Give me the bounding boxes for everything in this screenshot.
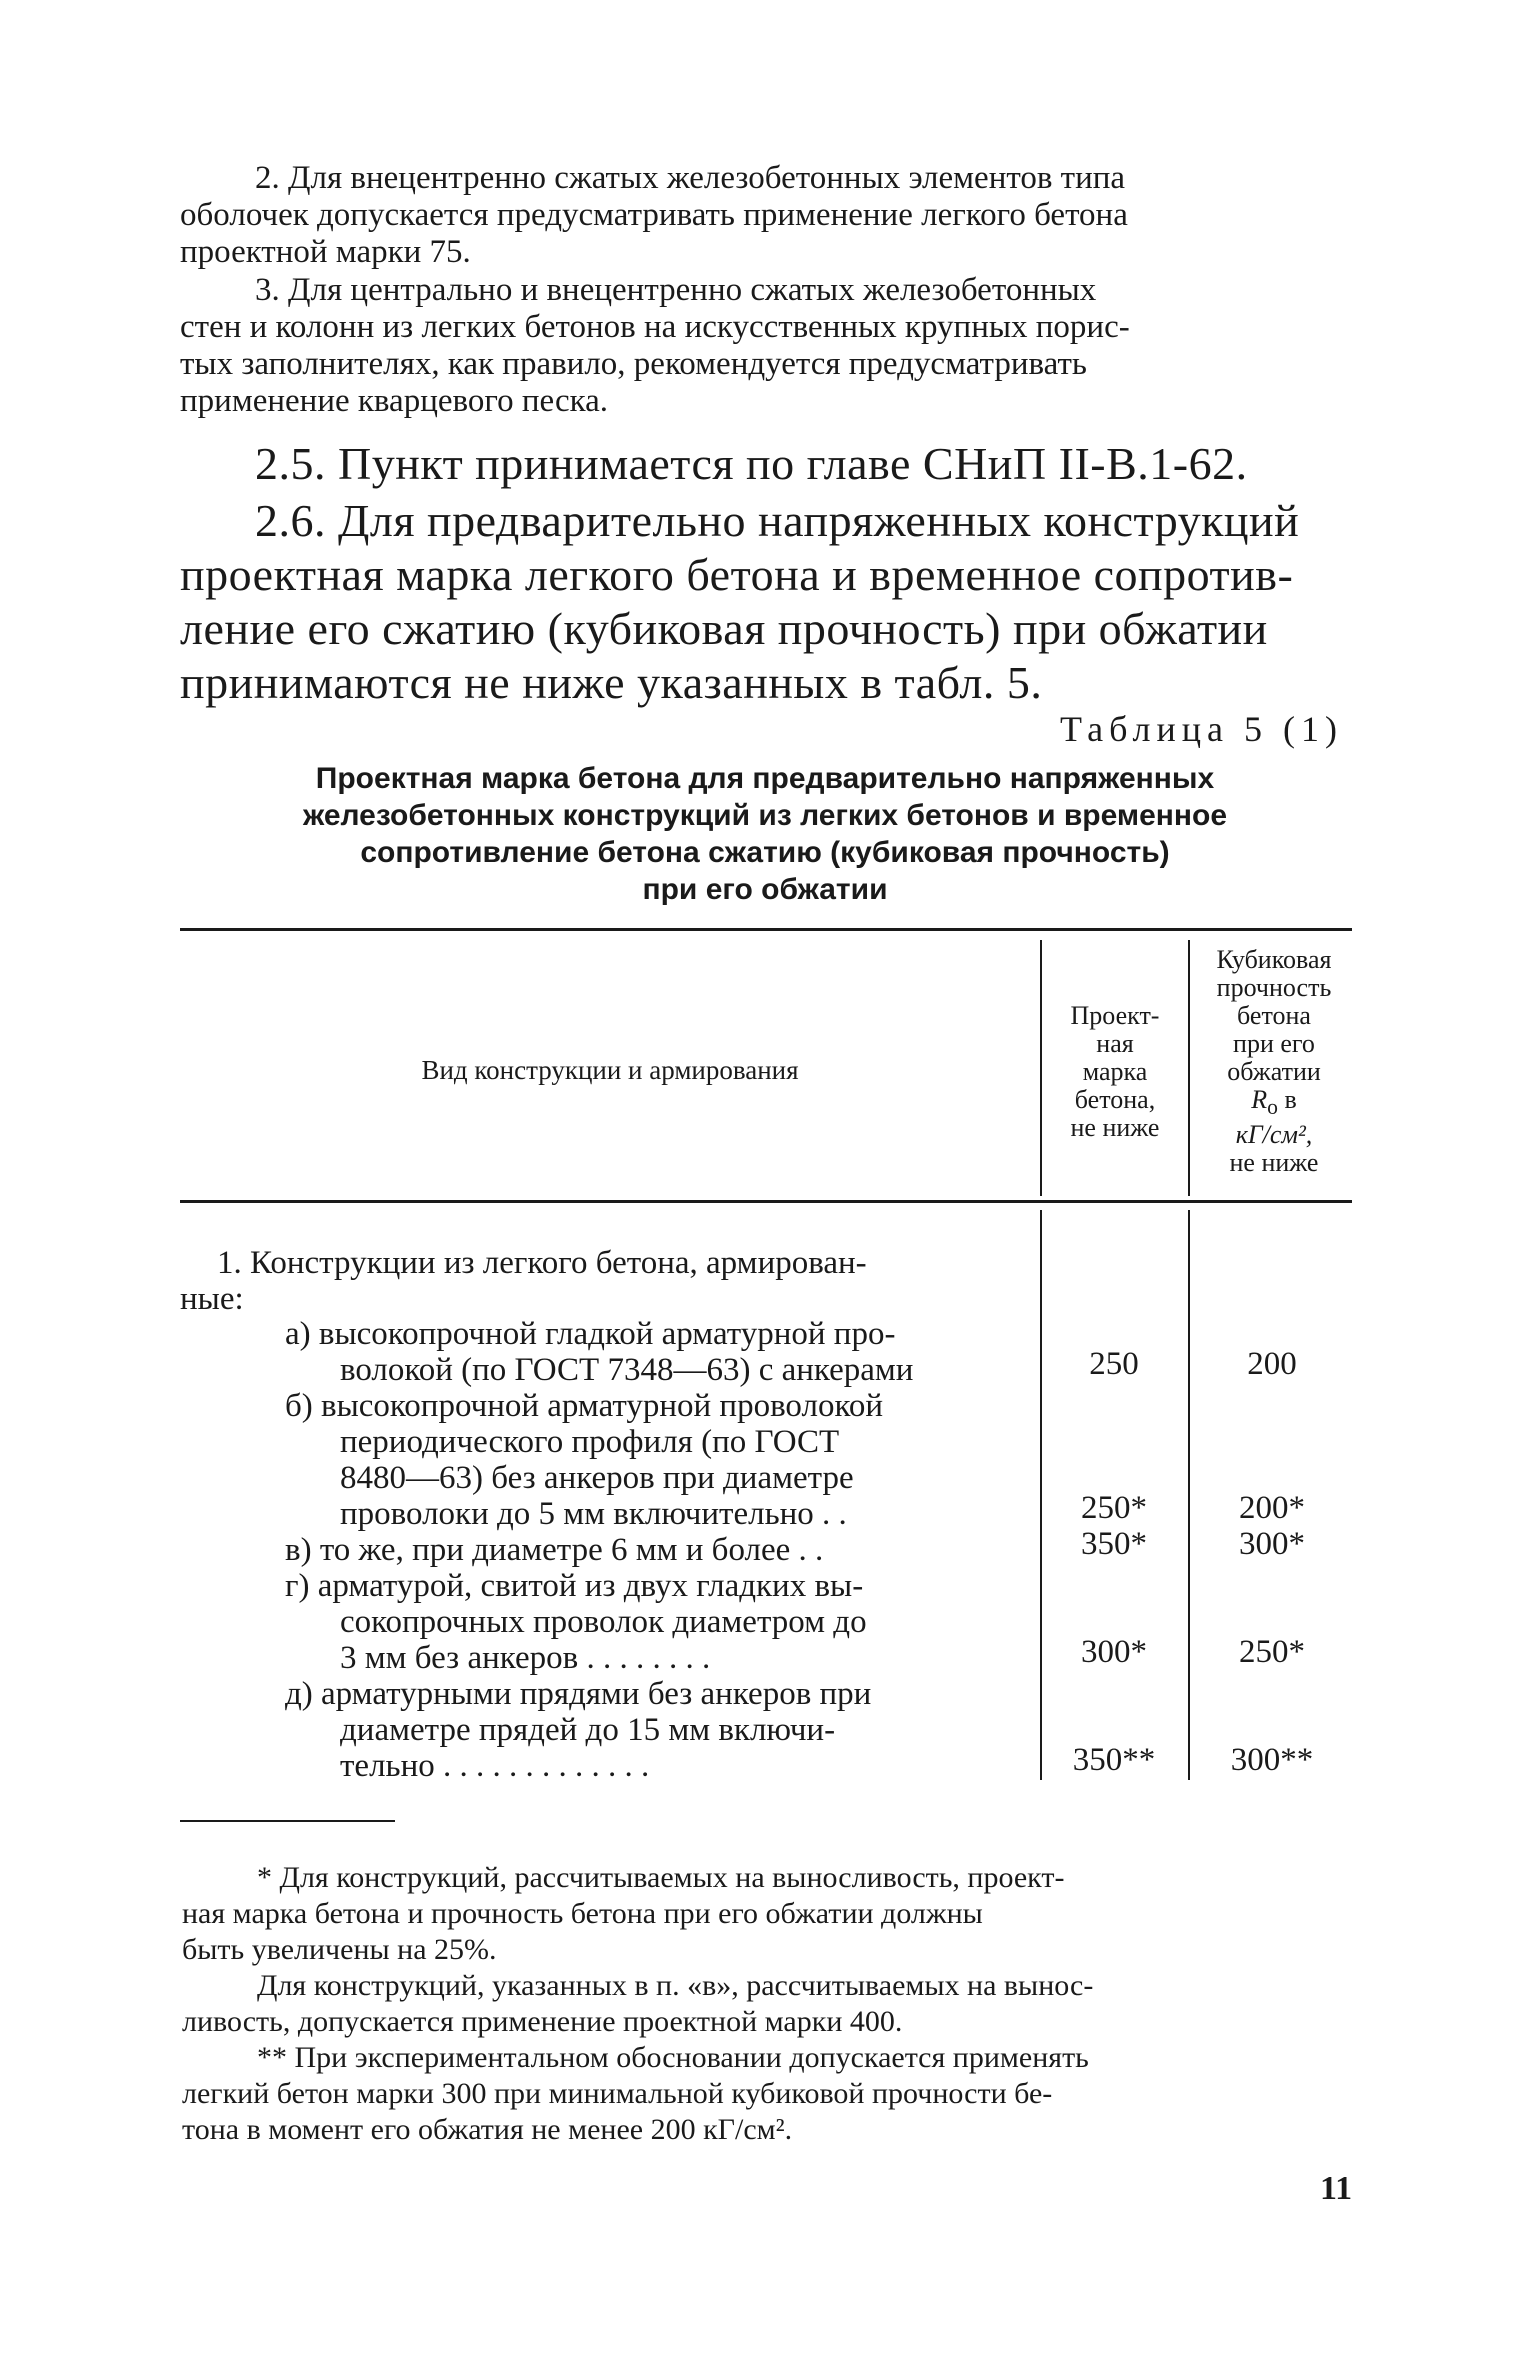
header-grade: Проект- ная марка бетона, не ниже bbox=[1070, 1001, 1160, 1142]
table-section-heading bbox=[180, 1245, 1030, 1317]
header-strength: Кубиковая прочность бетона при его обжатии $R_о$ в кГ/см², не ниже bbox=[1216, 945, 1332, 1178]
caption-line: Проектная марка бетона для предварительно напряженных bbox=[315, 762, 1215, 795]
grade-value: 300* bbox=[1081, 1634, 1147, 1670]
text-line: проектной марки 75. bbox=[180, 234, 471, 270]
column-divider bbox=[1040, 940, 1042, 1196]
text-line: ные: bbox=[180, 1281, 244, 1317]
text-line: г) арматурой, свитой из двух гладких вы- bbox=[285, 1568, 864, 1604]
footnotes bbox=[182, 1860, 1354, 2148]
grade-value: 350* bbox=[1081, 1526, 1147, 1562]
caption-line: железобетонных конструкций из легких бетонов и временное bbox=[302, 799, 1228, 832]
text-line: б) высокопрочной арматурной проволокой bbox=[285, 1388, 883, 1424]
table-label: Таблица 5 (1) bbox=[1060, 709, 1343, 749]
page-number: 11 bbox=[1320, 2170, 1353, 2207]
text-line: периодического профиля (по ГОСТ bbox=[340, 1424, 840, 1460]
grade-value: 350** bbox=[1072, 1742, 1156, 1778]
text-line: проектная марка легкого бетона и временное сопротив- bbox=[180, 549, 1294, 600]
text-line: сокопрочных проволок диаметром до bbox=[340, 1604, 867, 1640]
caption-line: при его обжатии bbox=[642, 873, 888, 906]
text-line: 3. Для центрально и внецентренно сжатых железобетонных bbox=[255, 272, 1097, 308]
column-divider bbox=[1188, 940, 1190, 1196]
text-line: тых заполнителях, как правило, рекомендуется предусматривать bbox=[180, 346, 1087, 382]
table-row-text bbox=[285, 1316, 1030, 1784]
text-line: в) то же, при диаметре 6 мм и более . . bbox=[285, 1532, 824, 1568]
footnote-line: ** При экспериментальном обосновании допускается применять bbox=[257, 2041, 1089, 2074]
text-line: диаметре прядей до 15 мм включи- bbox=[340, 1712, 836, 1748]
text-line: д) арматурными прядями без анкеров при bbox=[285, 1676, 872, 1712]
strength-value: 250* bbox=[1239, 1634, 1305, 1670]
strength-value: 200* bbox=[1239, 1490, 1305, 1526]
text-line: 3 мм без анкеров . . . . . . . . bbox=[340, 1640, 711, 1676]
footnote-line: быть увеличены на 25%. bbox=[182, 1933, 497, 1966]
paragraph-2-5 bbox=[255, 437, 1248, 491]
text-line: оболочек допускается предусматривать применение легкого бетона bbox=[180, 197, 1128, 233]
text-line: волокой (по ГОСТ 7348—63) с анкерами bbox=[340, 1352, 914, 1388]
strength-value: 300** bbox=[1230, 1742, 1314, 1778]
header-construction-type: Вид конструкции и армирования bbox=[421, 1055, 799, 1085]
paragraph-2-6 bbox=[180, 494, 1352, 710]
text-line: проволоки до 5 мм включительно . . bbox=[340, 1496, 847, 1532]
text-line: 2.6. Для предварительно напряженных конструкций bbox=[255, 495, 1300, 546]
table-header-rule bbox=[180, 1200, 1352, 1203]
footnote-rule bbox=[180, 1820, 395, 1822]
footnote-line: * Для конструкций, рассчитываемых на выносливость, проект- bbox=[257, 1861, 1065, 1894]
paragraph-3 bbox=[180, 272, 1352, 420]
grade-value: 250 bbox=[1089, 1346, 1139, 1382]
text-line: 1. Конструкции из легкого бетона, армирован- bbox=[217, 1245, 867, 1281]
footnote-line: ная марка бетона и прочность бетона при его обжатии должны bbox=[182, 1897, 983, 1930]
strength-value: 200 bbox=[1247, 1346, 1297, 1382]
text-line: применение кварцевого песка. bbox=[180, 383, 609, 419]
table-caption bbox=[180, 760, 1350, 908]
text-line: 2.5. Пункт принимается по главе СНиП II-В.1-62. bbox=[255, 438, 1248, 489]
text-line: принимаются не ниже указанных в табл. 5. bbox=[180, 657, 1043, 708]
text-line: 8480—63) без анкеров при диаметре bbox=[340, 1460, 854, 1496]
text-line: а) высокопрочной гладкой арматурной про- bbox=[285, 1316, 896, 1352]
text-line: стен и колонн из легких бетонов на искусственных крупных порис- bbox=[180, 309, 1130, 345]
text-line: тельно . . . . . . . . . . . . . bbox=[340, 1748, 650, 1784]
caption-line: сопротивление бетона сжатию (кубиковая прочность) bbox=[360, 836, 1170, 869]
footnote-line: ливость, допускается применение проектной марки 400. bbox=[182, 2005, 903, 2038]
text-line: 2. Для внецентренно сжатых железобетонных элементов типа bbox=[255, 160, 1126, 196]
grade-value: 250* bbox=[1081, 1490, 1147, 1526]
strength-value: 300* bbox=[1239, 1526, 1305, 1562]
table-top-rule bbox=[180, 928, 1352, 931]
text-line: ление его сжатию (кубиковая прочность) при обжатии bbox=[180, 603, 1268, 654]
paragraph-2 bbox=[180, 160, 1352, 271]
footnote-line: тона в момент его обжатия не менее 200 кГ/см². bbox=[182, 2113, 793, 2146]
footnote-line: легкий бетон марки 300 при минимальной кубиковой прочности бе- bbox=[182, 2077, 1053, 2110]
footnote-line: Для конструкций, указанных в п. «в», рассчитываемых на вынос- bbox=[257, 1969, 1094, 2002]
